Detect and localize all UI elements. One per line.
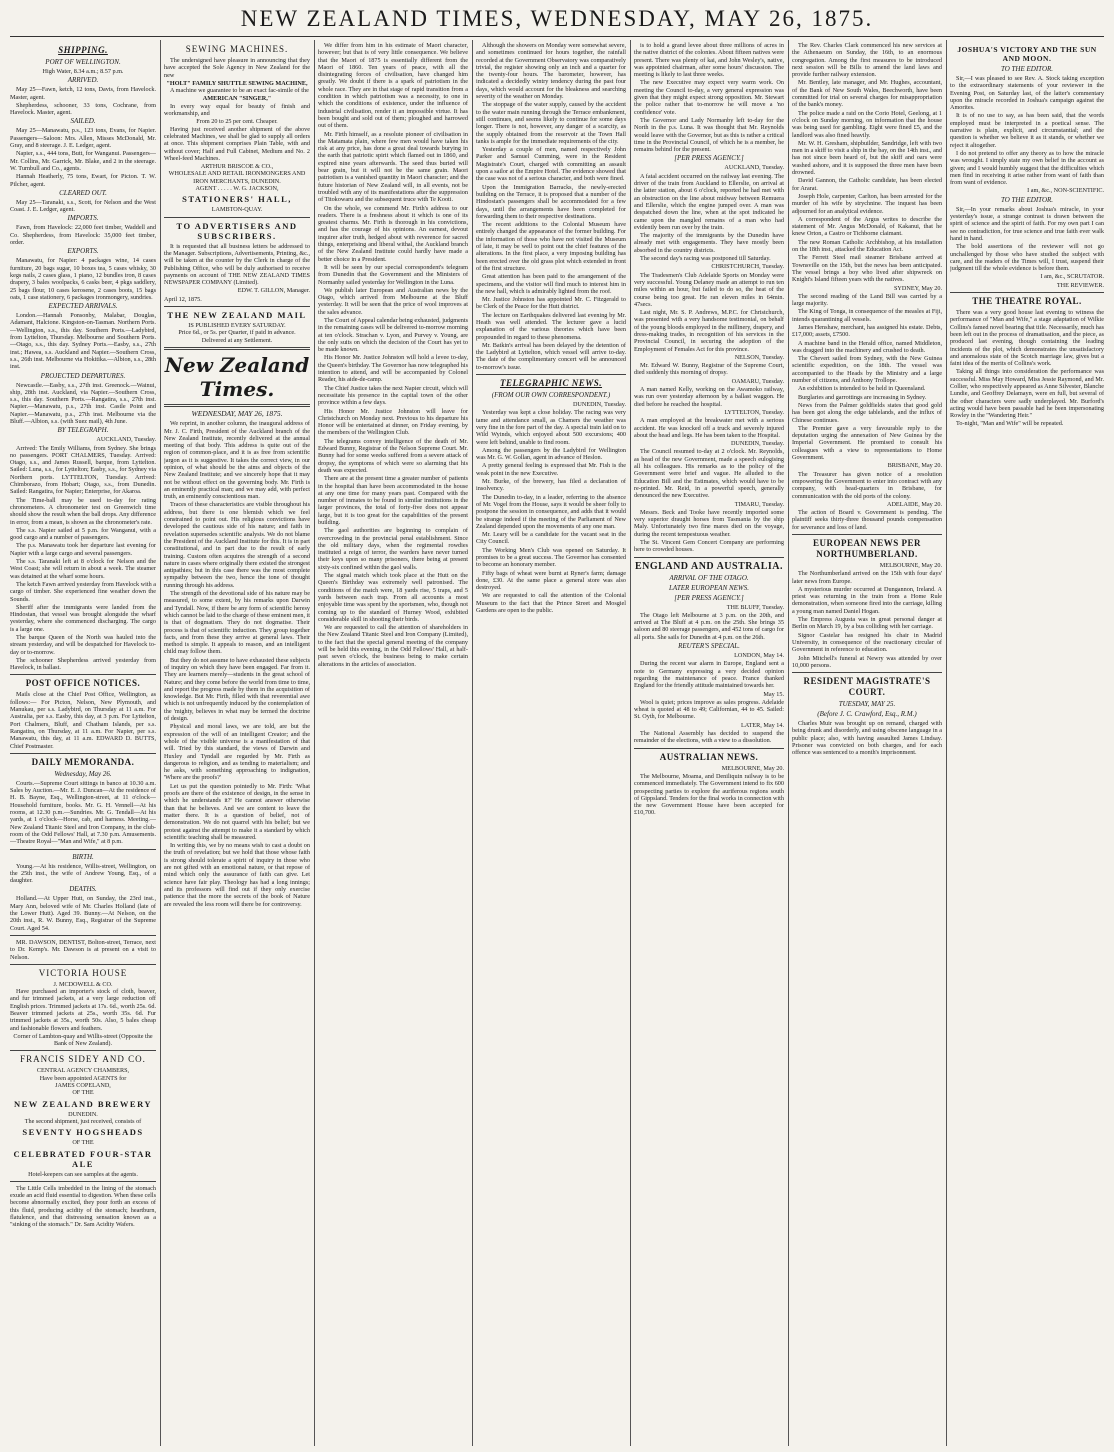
telegraphic-paragraph: Mr. Leary will be a candidate for the vacant seat in the City Council. [476,531,626,546]
sidey-brewery: NEW ZEALAND BREWERY [13,1098,153,1109]
article-paragraph: The Empress Augusta was in great personal danger at Berlin on March 19, by a bus colliding with her carriage. [792,616,942,631]
mail-delivery: Delivered at any Settlement. [201,336,273,344]
article-paragraph: The Tradesmen's Club Adelaide Sports on Monday were very successful. Young Delaney made an attempt to run ten miles within an hour, but failed to do so, the heat of the course being too great. He ran eleven miles in 64min. 47secs. [634,271,784,308]
article-paragraph: Mr. Edward W. Bunny, Registrar of the Supreme Court, died suddenly this morning of dropsy. [634,362,784,377]
victoria-house-text: Have purchased an importer's stock of cloth, beaver, and fur trimmed jackets, at a very large reduction off English prices. Trimmed jackets at 17s. 6d., worth 25s. 6d. Beaver trimmed jackets at 25s., worth 35s. 6d. Fur trimmed jackets at 35s., worth 50s. Also, 5 bales cheap and fashionable flowers and feathers. [10,988,156,1032]
arrived-heading: ARRIVED. [67,76,99,85]
sailed-heading: SAILED. [70,117,96,126]
column-1 [10,42,156,1446]
column-3 [318,42,468,1446]
projected-heading: PROJECTED DEPARTURES. [40,371,126,380]
article-paragraph: The Ferrett Steel mail steamer Brisbane arrived at Townsville on the 15th, but the news has been anticipated. The vessel brings a boy who lived after shipwreck on Knight's Island fifteen years with the natives. [792,254,942,284]
arrived-item: May 25—Fawn, ketch, 12 tons, Davis, from Havelock. Master, agent. [10,86,156,101]
dateline-city: May 15. [763,690,784,698]
sewing-text: The undersigned have pleasure in announcing that they have accepted the Sole Agency in New Zealand for the new [164,57,310,79]
article-paragraph: We are requested to call the attention of shareholders in the New Zealand Titanic Steel and Iron Company (Limited), to the fact that the special general meeting of the company will be held this evening, in the Odd Fellows' Hall, at half-past seven o'clock, the business being to make certain alterations in the articles of association. [318,624,468,668]
article-paragraph: The second day's racing was postponed till Saturday. [640,255,771,263]
dateline-city: LYTTELTON, Tuesday. [724,408,784,416]
article-paragraph: Great attention has been paid to the arrangement of the specimens, and the visitor will find much to interest him in the new hall, which is admirably lighted from the roof. [476,273,626,295]
press-agency-heading: [PER PRESS AGENCY.] [674,154,744,163]
article-paragraph: The Otago left Melbourne at 3 p.m. on the 20th, and arrived at The Bluff at 4 p.m. on the 25th. She brings 35 saloon and 80 steerage passengers, and 452 tons of cargo for all ports. She sails for Dunedin at 4 p.m. on the 26th. [634,611,784,641]
projected-text: Newcastle.—Easby, s.s., 27th inst. Greenock.—Wainui, ship, 28th inst. Auckland, via Napier.—Southern Cross, s.s., this day. Southern Ports.—Rangatira, s.s., 27th inst. Napier.—Manawatu, p.s., 27th inst. Castle Point and Napier.—Manawatu, p.s., 27th inst. Melbourne via the Bluff.—Albion, s.s. (with Suez mail), 4th June. [10,381,156,425]
article-paragraph: The police made a raid on the Corio Hotel, Geelong, at 1 o'clock on Sunday morning, on information that the house was being used for gambling. Eight were fined £5, and the landlord was also fined heavily. [792,109,942,139]
article-paragraph: News from the Palmer goldfields states that good gold has been got along the edge tablelands, and the influx of Chinese continues. [792,401,942,424]
divider [164,347,310,350]
column-7 [950,42,1104,1446]
column-2 [164,42,310,1446]
dateline-city: CHRISTCHURCH, Tuesday. [711,263,784,271]
daily-memoranda-text: Courts.—Supreme Court sittings in banco at 10.30 a.m. Sales by Auction.—Mr. E. J. Duncan—At the residence of H. B. Bayne, Esq., Wellington-street, at 11 o'clock—Household furniture, books. Mr. G. H. Vennell—At his rooms, at 12.30 p.m.—Sundries. Mr. G. Tendall—At his yards, at 1 o'clock—Horse, cab, and harness. Meeting.—New Zealand Titanic Steel and Iron Company, in the club-room of the Odd Fellows' Hall, at 7.30 p.m. Amusements.—Theatre Royal—"Man and Wife," at 8 p.m. [10,779,156,846]
shipping-heading: SHIPPING. [58,45,108,55]
article-paragraph: The telegrams convey intelligence of the death of Mr. Edward Bunny, Registrar of the Nelson Supreme Court. Mr. Bunny had for some weeks suffered from a severe attack of dropsy, the symptoms of which were so alarming that his death was expected. [318,437,468,474]
telegraphic-paragraph: Among the passengers by the Ladybird for Wellington was Mr. G. W. Gollan, agent in advance of Heslon. [476,446,626,462]
sewing-text4: Having just received another shipment of the above celebrated Machines, we shall be glad to supply all orders at once. This shipment comprises Plain Table, with and without cover; Half and Full Cabinet, Medium and No. 2 Wheel-feed Machines. [164,125,310,162]
article-paragraph: A man employed at the breakwater met with a serious accident. He was knocked off a truck and severely injured about the head and legs. He has been taken to the Hospital. [634,417,784,439]
article-paragraph: The recent additions to the Colonial Museum have entirely changed the appearance of the former building. For the information of those who have not visited the Museum of late, it may be well to point out the chief features of the alterations. In the first place, a very imposing building has been erected over the old grass plot which extended in front of the first structure. [476,221,626,272]
sewing-firm2: WHOLESALE AND RETAIL IRONMONGERS AND IRON MERCHANTS, DUNEDIN. [168,170,306,185]
article-paragraph: The Council resumed to-day at 2 o'clock. Mr. Reynolds, as head of the new Government, made a speech eulogising all his colleagues. His remarks as to the policy of the Government were brief and vague. He alluded to the Education Bill and the Estimates, which would have to be re-printed. Mr. Reid, in a powerful speech, generally denounced the new Executive. [634,448,784,500]
article-paragraph: Signor Castelar has resigned his chair in Madrid University, in consequence of the reactionary circular of Government in reference to education. [792,631,942,654]
sidey-of2: OF THE [72,1139,94,1147]
divider [792,672,942,673]
article-paragraph: The gaol authorities are beginning to complain of overcrowding in the provincial penal establishment. Since the old military days, when the regimental rowdies instituted a reign of terror, the warders have never turned their keys upon so many prisoners, there being at present sixty-six confined within the gaol walls. [318,527,468,571]
divider [476,374,626,375]
reuter-heading: REUTER'S SPECIAL. [678,642,740,651]
dateline-city: TIMARU, Tuesday. [734,500,784,508]
cleared-heading: CLEARED OUT. [59,188,107,197]
column-rule [946,40,947,1446]
leader-paragraph: The strength of the devotional side of his nature may be measured, to some extent, by his remarks upon Darwin and Tyndall. Now, if there be any form of scientific heresy which cannot be laid to the charge of these eminent men, it is that of dogmatism. They do not dogmatise. Their process is that of scientific induction. They group together facts, and from these they arrive at general laws. Their method is simple. It appeals to reason, and an intelligent child may follow them. [164,590,310,656]
mail-title: THE NEW ZEALAND MAIL [167,310,307,321]
footer-advert: The Little Cells imbedded in the lining of the stomach exude an acid fluid essential to digestion. When these cells become abnormally excited, they pour forth an excess of this fluid, producing acidity of the stomach; heartburn, flatulence, and that distressing sensation known as a "sinking of the stomach." Dr. Sam Acidity Wafers. [10,1184,156,1229]
letter-paragraph: It is of no use to say, as has been said, that the words employed must be interpreted in a poetical sense. The narrative is plain, explicit, and circumstantial; and the question is whether we believe it as it stands, or whether we reject it altogether. [950,112,1104,149]
article-paragraph: The Premier gave a very favourable reply to the deputation urging the annexation of New Guinea by the Imperial Government. He promised to consult his colleagues with a view to representations to Home Government. [792,424,942,462]
divider [634,748,784,749]
article-paragraph: The Rev. Charles Clark commenced his new services at the Athenaeum on Sunday, the 16th, to an enormous congregation. Among the first measures to be introduced next session will be Bills to amend the land laws and provide further railway extension. [792,42,942,79]
telegraphic-paragraph: A pretty general feeling is expressed that Mr. Fish is the weak point in the new Executive. [476,462,626,477]
letter-signature: I am, &c., NON-SCIENTIFIC. [1027,187,1104,195]
dateline-city: ADELAIDE, May 20. [887,500,942,508]
sailed-item: Napier, s.s., 444 tons, Butt, for Wanganui. Passengers—Mr. Collins, Mr. Garrick, Mr. Blake, and 2 in the steerage. W. Turnbull and Co., agents. [10,150,156,172]
telegraphic-paragraph: Fifty bags of wheat were burnt at Ryner's farm; damage done, £30. At the same place a general store was also destroyed. [476,569,626,592]
dateline-city: SYDNEY, May 20. [893,284,942,292]
article-paragraph: Mr. Batkin's arrival has been delayed by the detention of the Ladybird at Lyttelton, which vessel will arrive to-day. The date of the complimentary concert will be announced to-morrow's issue. [476,341,626,371]
leader-paragraph: Let us put the question pointedly to Mr. Firth: 'What proofs are there of the existence of design, in the sense in which he understands it?' He cannot answer otherwise than that he believes. And we are content to leave the matter there. It is a question of belief, not of demonstration. We do not quarrel with his belief; but we protest against the attempt to make it a standard by which scientific teaching shall be measured. [164,782,310,841]
article-paragraph: The St. Vincent Gem Concert Company are performing here to crowded houses. [634,539,784,554]
article-paragraph: The lecture on Earthquakes delivered last evening by Mr. Heath was well attended. The lecturer gave a lucid explanation of the various theories which have been propounded in regard to these phenomena. [476,311,626,341]
article-paragraph: A machine band in the Herald office, named Middleton, was dragged into the machinery and crushed to death. [792,339,942,354]
telegraphic-paragraph: Mr. Burke, of the brewery, has filed a declaration of insolvency. [476,478,626,493]
sailed-item: Hannah Heatherly, 75 tons, Ewart, for Picton. T. W. Pilcher, agent. [10,173,156,188]
birth-heading: BIRTH. [72,852,94,861]
article-paragraph: His Honor Mr. Justice Johnston will leave for Christchurch on Monday next. Previous to his departure his Honor will be entertained at dinner, on Friday evening, by the members of the Wellington Club. [318,407,468,437]
exports-heading: EXPORTS. [67,247,99,256]
dateline-city: MELBOURNE, May 20. [721,764,784,772]
post-office-text: Mails close at the Chief Post Office, Wellington, as follows:— For Picton, Nelson, New Plymouth, and Manukau, per s.s. Ladybird, on Thursday at 11 a.m. For Australia, per s.s. Easby, this day, at 3 p.m. For Lyttelton, Port Chalmers, Bluff, and Chatham Islands, per s.s. Rangatira, on Thursday, at 11 a.m. For Napier, per s.s. Manawatu, this day, at 11 a.m. EDWARD D. BUTTS, Chief Postmaster. [10,691,156,750]
victoria-house-address: Corner of Lambton-quay and Willis-street (Opposite the Bank of New Zealand). [13,1032,153,1048]
sidey-city: DUNEDIN. [68,1110,98,1118]
shipping-news: The s.s. Taranaki left at 8 o'clock for Nelson and the West Coast; she will return in about a week. The steamer was detained at the wharf some hours. [10,558,156,580]
telegraphic-heading: TELEGRAPHIC NEWS. [499,378,603,389]
to-editor: TO THE EDITOR. [1000,65,1054,73]
australian-news-heading: AUSTRALIAN NEWS. [659,751,759,762]
imports-text: Fawn, from Havelock: 22,000 feet timber, Waddell and Co. Shepherdess, from Havelock: 35,000 feet timber, order. [10,224,156,247]
leader-paragraph: But they do not assume to have exhausted these subjects of inquiry on which they have been engaged. Far from it. They are learners merely—students in the great school of Nature; and they come before the world from time to time, and report the progress made by them in the acquisition of knowledge. But Mr. Firth, filled with that reverential awe which is not unfrequently induced by the contemplation of the 'mighty, believes in what may be termed the doctrine of design. [164,656,310,723]
article-paragraph: There are at the present time a greater number of patients in the hospital than have been accommodated in the house at any one time for many years past. Compared with the number of inmates to be found in similar institutions in the larger provinces, the total of forty-five does not appear large, but it is too great for the capabilities of the present building. [318,475,468,526]
dateline-city: MELBOURNE, May 20. [879,562,942,569]
sewing-title: SEWING MACHINES. [185,44,289,54]
leader-paragraph: Physical and moral laws, we are told, are but the expression of the will of an intelligent Creator; and the whole of the visible universe is a manifestation of that will. Tried by this standard, the views of Darwin and Huxley and Tyndall are regarded by Mr. Firth as dangerous to religion, and as tending to materialism; and he asks, with something approaching to indignation, 'Where are the proofs?' [164,723,310,782]
article-paragraph: During the recent war alarm in Europe, England sent a note to Germany expressing a very decided opinion regarding the maintenance of peace. France thanked England for the friendly attitude maintained towards her. [634,660,784,690]
divider [164,306,310,307]
european-news-heading: EUROPEAN NEWS PER NORTHUMBERLAND. [812,538,921,559]
article-paragraph: James Henshaw, merchant, has assigned his estate. Debts, £17,000; assets, £7500. [792,323,942,339]
european-sub: LATER EUROPEAN NEWS. [668,583,750,592]
sewing-agent3: LAMBTON-QUAY. [211,206,263,214]
divider [634,557,784,558]
expected-heading: EXPECTED ARRIVALS. [48,302,118,311]
column-4 [476,42,626,1446]
shipping-news: The ketch Fawn arrived yesterday from Havelock with a cargo of timber. She experienced fine weather down the Sounds. [10,580,156,603]
divider [10,849,156,850]
telegraphic-paragraph: The Working Men's Club was opened on Saturday. It promises to be a great success. The Governor has consented to become an honorary member. [476,546,626,569]
sewing-text3: In every way equal for beauty of finish and workmanship, and [164,102,310,118]
article-paragraph: Mr. W. H. Gresham, shipbuilder, Sandridge, left with two men in a skiff to visit a ship in the bay, on the 14th inst., and has not since been heard of, but the skiff and oars were washed ashore, and it is supposed the three men have been drowned. [792,139,942,177]
article-paragraph: Although the showers on Monday were somewhat severe, and sometimes continued for hours together, the rainfall recorded at the Government Observatory was comparatively trivial, the register showing only an inch and a quarter for the twenty-four hours. The barometer, however, has indicated a decidedly wintry tendency during the past four days, which would account for the bleakness and searching severity of the weather on Monday. [476,42,626,101]
article-paragraph: We publish later European and Australian news by the Otago, which arrived from Melbourne at the Bluff yesterday. It will be seen that the price of wool improves at the sales advance. [318,286,468,316]
letter-paragraph: Sir,—In your remarks about Joshua's miracle, in your yesterday's issue, a strange contrast is drawn between the spirit of science and the spirit of faith. For my own part I can see no contradiction, for true science and true faith ever walk hand in hand. [950,205,1104,242]
dateline-city: LONDON, May 14. [734,652,784,660]
leader-paragraph: In writing this, we by no means wish to cast a doubt on the truth of revelation; but we hold that those whose faith is strong should tolerate a spirit of inquiry in those who are not gifted with an emotional nature, or that repose of mind which only the assurance of faith can give. Let science have fair play. Theology has had a long innings; and its professors will find out if they only exercise patience that the more the secrets of the book of Nature are revealed the less room will there be for controversy. [164,842,310,908]
article-paragraph: The signal match which took place at the Hutt on the Queen's Birthday was extremely well patronised. The conditions of the match were, 18 yards rise, 5 traps, and 5 yards between each trap. From all accounts a most enjoyable time was spent by the sportsmen, who, though not coming up to the standard of Hurney Wood, exhibited considerable skill in shooting their birds. [318,572,468,623]
shipping-news: The barque Queen of the North was hauled into the stream yesterday, and will be despatched for Havelock to-day or to-morrow. [10,634,156,656]
article-paragraph: is to hold a grand levee about three millions of acres in the native district of the colonies. About fifteen natives were present. There was plenty of kai, and John Wesley's, native, was appointed chairman, after some hours' discussion. The meeting is likely to last three weeks. [634,42,784,79]
article-paragraph: A mysterious murder occurred at Dungannon, Ireland. A priest was returning in the train from a Home Rule demonstration, when someone fired into the carriage, killing a young man named Daniel Hogan. [792,585,942,615]
article-paragraph: The Chief Justice takes the next Napier circuit, which will necessitate his presence in the capital town of the other province within a few days. [318,384,468,407]
england-australia-heading: ENGLAND AND AUSTRALIA. [635,560,783,572]
masthead-rule [10,36,1104,37]
deaths-text: Holland.—At Upper Hutt, on Sunday, the 23rd inst., Mary Ann, beloved wife of Mr. Charles Holland (late of the Lower Hutt). Aged 39. Bunny.—At Nelson, on the 20th inst., R. W. Bunny, Esq., Registrar of the Supreme Court. Aged 54. [10,895,156,932]
sidey-name: JAMES COPELAND, [55,1082,111,1090]
divider [10,753,156,754]
post-office-heading: POST OFFICE NOTICES. [25,678,141,689]
sewing-agent: AGENT . . . . . W. G. JACKSON, [195,185,279,193]
to-editor: TO THE EDITOR. [1000,195,1054,204]
article-paragraph: The action of Board v. Government is pending. The plaintiff seeks thirty-three thousand pounds compensation for severance and loss of land. [792,509,942,531]
sidey-ale: CELEBRATED FOUR-STAR ALE [13,1148,153,1169]
column-rule [314,40,315,1446]
advertisers-heading: TO ADVERTISERS AND SUBSCRIBERS. [176,220,298,241]
article-paragraph: The Governor and Lady Normanby left to-day for the North in the p.s. Luna. It was thought that Mr. Reynolds would leave with the Governor, but as this is rather a critical time in the Provincial Council, of which he is a member, he remains behind for the present. [634,116,784,154]
telegraph-text: Arrived: The Emily Williams, from Sydney. She brings no passengers. PORT CHALMERS, Tuesday. Arrived: Otago, s.s., and James Russell, barque, from Lyttelton. Sailed: Luna, s.s., for Lyttelton; Easby, s.s., for Sydney via Northern ports. LYTTELTON, Tuesday. Arrived: Chimborazo, from Hobart; Otago, s.s., from Dunedin. Sailed: Rangatira, for Napier; Enterprise, for Akaroa. [10,444,156,496]
sidey-note: Hotel-keepers can see samples at the agents. [28,1170,138,1178]
court-date: TUESDAY, MAY 25. [838,700,896,709]
advertisers-text: It is requested that all business letters be addressed to the Manager. Subscriptions, Advertisements, Printing, &c., will be taken at the counter by the Clerk in charge of the Publishing Office, who will be duly authorised to receive payments on account of THE NEW ZEALAND TIMES NEWSPAPER COMPANY (Limited). [164,242,310,287]
court-before: (Before J. C. Crawford, Esq., R.M.) [817,710,917,719]
exports-text: Manawatu, for Napier: 4 packages wine, 14 cases furniture, 20 bags sugar, 10 boxes tea, 5 cases whisky, 30 kegs nails, 2 cases glass, 1 piano, 12 bundles iron, 8 cases drapery, 3 bales woolpacks, 6 casks beer, 4 pkgs saddlery, 25 bags flour, 10 cases kerosene, 2 cases boots, 15 bags oats, 1 case stationery, 6 packages ironmongery, sundries. [10,257,156,301]
article-paragraph: Yesterday a couple of men, named respectively John Parker and Samuel Cumming, were in the Resident Magistrate's Court, charged with committing an assault upon a sailor at the Empire Hotel. The evidence showed that the case was not of a serious character, and both were fined. [476,146,626,183]
article-paragraph: Mr. Firth himself, as a resolute pioneer of civilisation in the Matamata plain, where few men would have taken his risk at any price, has done a great deal towards burying in the earth that patriotic spirit which flamed out in 1860, and expired nine years afterwards. The seed thus buried will bear grain, but it will not be the same grain. Maori patriotism is a vanished quantity in Maori character; and the future historian of New Zealand will, in all events, not be troubled with any of its manifestations after the suppression of Titokowaru and the subsequent truce with Te Kooti. [318,130,468,204]
article-paragraph: A man named Kelly, working on the Awamoko railway, was run over yesterday afternoon by a ballast waggon. He died before he reached the hospital. [634,386,784,408]
sailed-item: May 25—Manawatu, p.s., 123 tons, Evans, for Napier. Passengers—Saloon: Mrs. Allen, Misses McDonald, Mr. Gray, and 8 steerage. J. E. Ledger, agent. [10,127,156,150]
sewing-model: "HOLT" FAMILY SHUTTLE SEWING MACHINE, [166,79,308,87]
advertisers-sign: EDW. T. GILLON, Manager. [237,287,310,295]
dateline-city: AUCKLAND, Tuesday. [724,164,784,172]
article-paragraph: The King of Tonga, in consequence of the measles at Fiji, intends quarantining all vessels. [792,308,942,323]
article-paragraph: It will be seen by our special correspondent's telegram from Dunedin that the Government and the Ministers of Normanby sailed yesterday for Wellington in the Luna. [318,263,468,286]
press-agency-heading: [PER PRESS AGENCY.] [674,593,744,602]
article-paragraph: The new Roman Catholic Archbishop, at his installation on the 18th inst., attacked the Education Act. [792,238,942,254]
sewing-text2: A machine we guarantee to be an exact fac-simile of the [170,87,309,95]
article-paragraph: A fatal accident occurred on the railway last evening. The driver of the train from Auckland to Ellerslie, on arrival at the latter station, about 6 o'clock, reported he had met with an obstruction on the line about midway between Remuera and Ellerslie, which the engine jumped over. A man was despatched down the line, when at the spot indicated he came upon the mangled remains of a man who had evidently been run over by the train. [634,172,784,231]
shipping-news: Sheriff after the immigrants were landed from the Hindostan, that vessel was brought alongside the wharf yesterday, where she commenced discharging. The cargo is a large one. [10,603,156,633]
letter-signature: I am, &c., SCRUTATOR. [1040,273,1104,281]
reviewer-signature: THE REVIEWER. [1056,281,1104,289]
article-paragraph: Mr. Bentley, late manager, and Mr. Hughes, accountant, of the Bank of New South Wales, Beechworth, have been committed for trial on several charges for misappropriation of the bank's money. [792,79,942,109]
article-paragraph: On the whole, we commend Mr. Firth's address to our readers. There is a freshness about it which is one of its greatest charms. Mr. Firth is thorough in his convictions, and has the courage of his opinions. An earnest, devout inquirer after truth, hedged about with reverence for sacred things, enterprising and liberal withal, the Auckland branch of the New Zealand Institute could hardly have made a better choice in a President. [318,204,468,263]
shipping-news: The schooner Shepherdess arrived yesterday from Havelock, in ballast. [10,656,156,672]
article-paragraph: The Melbourne, Moama, and Deniliquin railway is to be commenced immediately. The Government intend to fix 600 prospecting parties to explore the auriferous regions south of Gippsland. Tenders for the final works in connection with the new Government House have been accepted for £10,700. [634,772,784,817]
article-paragraph: Mr. Justice Johnston has appointed Mr. C. Fitzgerald to be Clerk of the Peace for the Hutt district. [476,296,626,311]
leader-dateline: WEDNESDAY, MAY 26, 1875. [191,408,283,418]
divider [10,674,156,675]
daily-memoranda-heading: DAILY MEMORANDA. [31,756,135,767]
dateline-city: THE BLUFF, Tuesday. [726,603,784,611]
shipping-news: The Time-ball may be used to-day for rating chronometers. A chronometer test on Greenwich time should show the result when the ball drops. Any difference in error, from a mean, is shown as the chronometer's rate. [10,496,156,526]
article-paragraph: David Gannon, the Catholic candidate, has been elected for Ararat. [792,177,942,192]
telegraph-heading: BY TELEGRAPH. [57,426,109,435]
column-rule [788,40,789,1446]
leader-paragraph: Traces of these characteristics are visible throughout his address, but there is one blemish which we feel constrained to point out. His religious convictions have developed the cautious side of his nature; and faith in revelation supersedes scientific analysis. We do not blame the President of the Auckland Institute for this. It is in part constitutional, and in part due to the result of early training. Custom often acquires the strength of a second nature in cases where originally there existed the strongest antipathies; but in this case there was the most complete sympathy between the two, hence the tone of thought running through his address. [164,501,310,589]
victoria-house-title: VICTORIA HOUSE [38,967,128,978]
article-paragraph: The Court of Appeal calendar being exhausted, judgments in the remaining cases will be delivered to-morrow morning at ten o'clock. Strachan v. Lyon, and Purvey v. Young, are the only suits on which the decision of the Court has yet to be made known. [318,316,468,354]
sidey-sub: CENTRAL AGENCY CHAMBERS, [36,1067,130,1075]
sidey-of: OF THE [72,1089,94,1097]
divider [164,404,310,407]
article-paragraph: The majority of the immigrants by the Dunedin have already met with engagements. They have mostly been absorbed in the country districts. [634,232,784,254]
divider [10,935,156,936]
sewing-agent2: STATIONERS' HALL, [182,194,292,205]
masthead: NEW ZEALAND TIMES, WEDNESDAY, MAY 26, 1875. [240,6,874,31]
divider [10,1181,156,1182]
article-paragraph: A correspondent of the Argus writes to describe the statement of Mr. Angus McDonald, of Kakanui, that he knew Orton, a Castro or Tichborne claimant. [792,215,942,238]
letter-paragraph: The bold assertions of the reviewer will not go unchallenged by those who have studied the subject with care, and the readers of the Times will, I trust, suspend their judgment till the whole evidence is before them. [950,243,1104,273]
article-paragraph: Charles Muir was brought up on remand, charged with being drunk and disorderly, and using obscene language in a public place; also, with having assaulted James Lindsay. Prisoner was convicted on both charges, and for each offence was sentenced to a month's imprisonment. [792,720,942,757]
telegraphic-paragraph: We are requested to call the attention of the Colonial Museum to the fact that the Prince Street and Mosgiel Gardens are open to the public. [476,592,626,615]
sidey-title: FRANCIS SIDEY AND CO. [20,1054,146,1065]
high-water: High Water, 8.34 a.m.; 8.57 p.m. [42,68,124,75]
sewing-firm: ARTHUR BRISCOE & CO., [200,163,274,171]
column-rule [472,40,473,1446]
telegraphic-paragraph: Yesterday was kept a close holiday. The racing was very tame and attendance small, as Chamers the weather was very fine in the fore part of the day. A special train laid on to Wild Wyinds, which enjoyed about 500 excursions; 400 were left behind, unable to find room. [476,409,626,446]
article-paragraph: Wool is quiet; prices improve as sales progress. Adelaide wheat is quoted at 48 to 49; Californian, 44 to 45. Sailed: St. Oyth, for Melbourne. [634,698,784,721]
theatre-paragraph: Taking all things into consideration the performance was successful. Miss May Howard, Miss Jessie Raymond, and Mr. Collier, who respectively appeared as Anne Silvester, Blanche Lundie, and Geoffrey Delamayn, were en full, but several of the other characters were sadly underplayed. Mr. Burford's acting would have been passable had he been impersonating Rowley in the "Wandering Heir." [950,368,1104,420]
dateline-city: NELSON, Tuesday. [734,353,784,361]
letter-paragraph: Sir,—I was pleased to see Rev. A. Stock taking exception to the extraordinary statements of your reviewer in the Evening Post, on Saturday last, of the latter's commentary upon the miracle recorded in Joshua's campaign against the Amorites. [950,75,1104,112]
article-paragraph: Joseph Hole, carpenter, Carlton, has been arrested for the murder of his wife by strychnine. The inquest has been adjourned for an analytical evidence. [792,192,942,215]
article-paragraph: Burglaries and garrottings are increasing in Sydney. [798,393,927,401]
divider [10,964,156,965]
sidey-text: Have been appointed AGENTS for [39,1074,127,1082]
imports-heading: IMPORTS. [67,214,99,223]
article-paragraph: The Northumberland arrived on the 15th with four days' later news from Europe. [792,570,942,585]
divider [164,217,310,218]
article-paragraph: The second reading of the Land Bill was carried by a large majority. [792,292,942,308]
column-rule [630,40,631,1446]
article-paragraph: Last night, Mr. S. P. Andrews, M.P.C. for Christchurch, was presented with a very handsome testimonial, on behalf of the young bloods employed in the millinery, drapery, and dress-making trades, in recognition of his services in the Provincial Council, in securing the adoption of the Employment of Females Act for this province. [634,309,784,353]
sewing-price: From 20 to 25 per cent. Cheaper. [196,118,278,126]
otago-sub: ARRIVAL OF THE OTAGO. [669,573,749,582]
sidey-hogsheads: SEVENTY HOGSHEADS [22,1127,144,1138]
article-paragraph: His Honor Mr. Justice Johnston will hold a levee to-day, the Queen's birthday. The Governor has now telegraphed his intention to attend, and will be accompanied by Colonel Reader, his aide-de-camp. [318,354,468,384]
divider [10,1050,156,1051]
article-paragraph: The new Executive may expect very warm work. On meeting the Council to-day, a very general expression was given that they might expect strong opposition. Mr. Stewart the police rather that to-morrow he will move a 'no confidence' vote. [634,79,784,116]
nameplate: New Zealand Times. [164,352,310,401]
telegraphic-sub: (FROM OUR OWN CORRESPONDENT.) [491,391,611,400]
court-heading: RESIDENT MAGISTRATE'S COURT. [803,676,931,698]
telegraphic-paragraph: The Dunedin to-day, in a leader, referring to the absence of Mr. Vogel from the House, says it would be sheer folly to postpone the session in consequence, and adds that it would be strange indeed if the meeting of the Parliament of New Zealand depended upon the movements of any one man. [476,493,626,530]
telegraph-city: AUCKLAND, Tuesday. [96,436,156,444]
theatre-paragraph: To-night, "Man and Wife" will be repeated. [956,420,1064,428]
dateline-city: LATER, May 14. [741,721,784,729]
letter-heading: JOSHUA'S VICTORY AND THE SUN AND MOON. [957,45,1097,63]
letter-paragraph: I do not pretend to offer any theory as to how the miracle was wrought. I simply state my own belief in the account as given; and I would humbly suggest that the difficulties which men find in receiving it arise rather from want of faith than from want of evidence. [950,149,1104,187]
divider [950,292,1104,293]
expected-text: London.—Hannah Ponsonby, Malabar, Douglas, Adamant, Halcione. Kingston-on-Tasman. Northern Ports.—Wellington, s.s., this day. Southern Ports.—Ladybird, from Lyttelton, Thursday. Melbourne and Southern Ports.—Otago, s.s., this day. Sydney Ports.—Easby, s.s., 27th inst.; Hawea, s.s. Auckland and Napier.—Southern Cross, s.s., 26th inst. Melbourne via Hokitika.—Albion, s.s., 28th inst. [10,312,156,371]
dateline-city: OAMARU, Tuesday. [731,377,784,385]
telegraphic-city: DUNEDIN, Tuesday. [572,401,626,409]
sidey-stock: The second shipment, just received, consists of [24,1117,142,1125]
mail-sub: IS PUBLISHED EVERY SATURDAY. [188,322,286,330]
dateline-city: BRISBANE, May 20. [887,462,942,470]
theatre-paragraph: There was a very good house last evening to witness the performance of "Man and Wife," a stage adaptation of Wilkie Collins's famed novel bearing that title. Necessarily, much has been left out in the process of dramatisation, and the piece, as produced last evening, though containing the leading incidents of the plot, which demonstrates the unsatisfactory and anomalous state of the Scotch marriage law, gives but a faint idea of the merits of Collins's work. [950,309,1104,368]
shipping-news: The s.s. Napier sailed at 5 p.m. for Wanganui, with a good cargo and a number of passengers. [10,526,156,542]
article-paragraph: An exhibition is intended to be held in Queensland. [798,385,926,393]
victoria-house-owner: J. MCDOWELL & CO. [53,980,113,988]
deaths-heading: DEATHS. [69,885,97,894]
article-paragraph: The stoppage of the water supply, caused by the accident to the water main running through the Terrace embankment, still continues, and seems likely to continue for some days longer. There is not, however, any danger of a scarcity, as the supply obtained from the reservoir at the Town Hall tanks is ample for the immediate requirements of the city. [476,101,626,145]
article-paragraph: The Treasurer has given notice of a resolution empowering the Government to enter into contract with any company, with head-quarters in Brisbane, for communication with the old ports of the colony. [792,470,942,500]
article-paragraph: The Chevert sailed from Sydney, with the New Guinea scientific expedition, on the 18th. The vessel was accompanied to the Heads by the Ministry and a large number of citizens, and Anthony Trollope. [792,355,942,385]
column-5 [634,42,784,1446]
article-paragraph: The National Assembly has decided to suspend the remainder of the elections, with a view to a dissolution. [634,730,784,745]
article-paragraph: We differ from him in his estimate of Maori character, however; but that is of very little consequence. We believe that the Maori of 1875 is essentially different from the Maori of 1860. Ten years of peace, with all the disintegrating forces of civilisation, have changed him greatly. We doubt if there is a spark of patriotism in the whole race. They are in that stage of rapid transition from a condition in which patriotism was a necessity, to one in which the conditions of existence, under the influence of industrial civilisation, render it an impossible virtue. It has been bought and sold out of them; ploughed and harrowed out of them. [318,42,468,130]
article-paragraph: John Mitchell's funeral at Newry was attended by over 10,000 persons. [792,654,942,669]
dentist-advert: MR. DAWSON, DENTIST, Bolton-street, Terrace, next to Dr. Kemp's. Mr. Dawson is at present on a visit to Nelson. [10,938,156,961]
theatre-heading: THE THEATRE ROYAL. [972,296,1082,307]
divider [792,534,942,535]
article-paragraph: Upon the Immigration Barracks, the newly-erected building on the Terrace, it is proposed that a number of the Hindostan's passengers shall be accommodated for a few days, until the arrangements have been completed for forwarding them to their respective destinations. [476,183,626,220]
port-heading: PORT OF WELLINGTON. [45,58,121,66]
daily-memoranda-date: Wednesday, May 26. [54,769,112,778]
arrived-item: Shepherdess, schooner, 33 tons, Cochrane, from Havelock. Master, agent. [10,101,156,117]
advertisers-date: April 12, 1875. [164,295,202,303]
column-6 [792,42,942,1446]
column-rule [160,40,161,1446]
sewing-model2: AMERICAN "SINGER," [202,95,272,103]
article-paragraph: Messrs. Beck and Tooke have recently imported some very superior draught horses from Tasmania by the ship Maly. Unfortunately two fine mares died on the voyage, during the recent tempestuous weather. [634,508,784,538]
birth-text: Young.—At his residence, Willis-street, Wellington, on the 25th inst., the wife of Andrew Young, Esq., of a daughter. [10,862,156,885]
mail-price: Price 6d., or 5s. per Quarter, if paid in advance. [178,329,296,337]
leader-paragraph: We reprint, in another column, the inaugural address of Mr. J. C. Firth, President of the Auckland branch of the New Zealand Institute, recently delivered at the annual meeting of that body. This address is quite out of the region of common-place, and it is as free from scientific jargon as it is suggestive. It takes the correct view, in our opinion, of what should be the aims and objects of the New Zealand Institute; and we sincerely hope that it may not be without effect on the governing body. Mr. Firth is an eminently practical man; and we may add, with perfect truth, an eminently conscientious man. [164,420,310,501]
cleared-item: May 25—Taranaki, s.s., Scott, for Nelson and the West Coast. J. E. Ledger, agent. [10,198,156,214]
dateline-city: DUNEDIN, Tuesday. [730,440,784,448]
shipping-news: The p.s. Manawatu took her departure last evening for Napier with a large cargo and several passengers. [10,542,156,557]
